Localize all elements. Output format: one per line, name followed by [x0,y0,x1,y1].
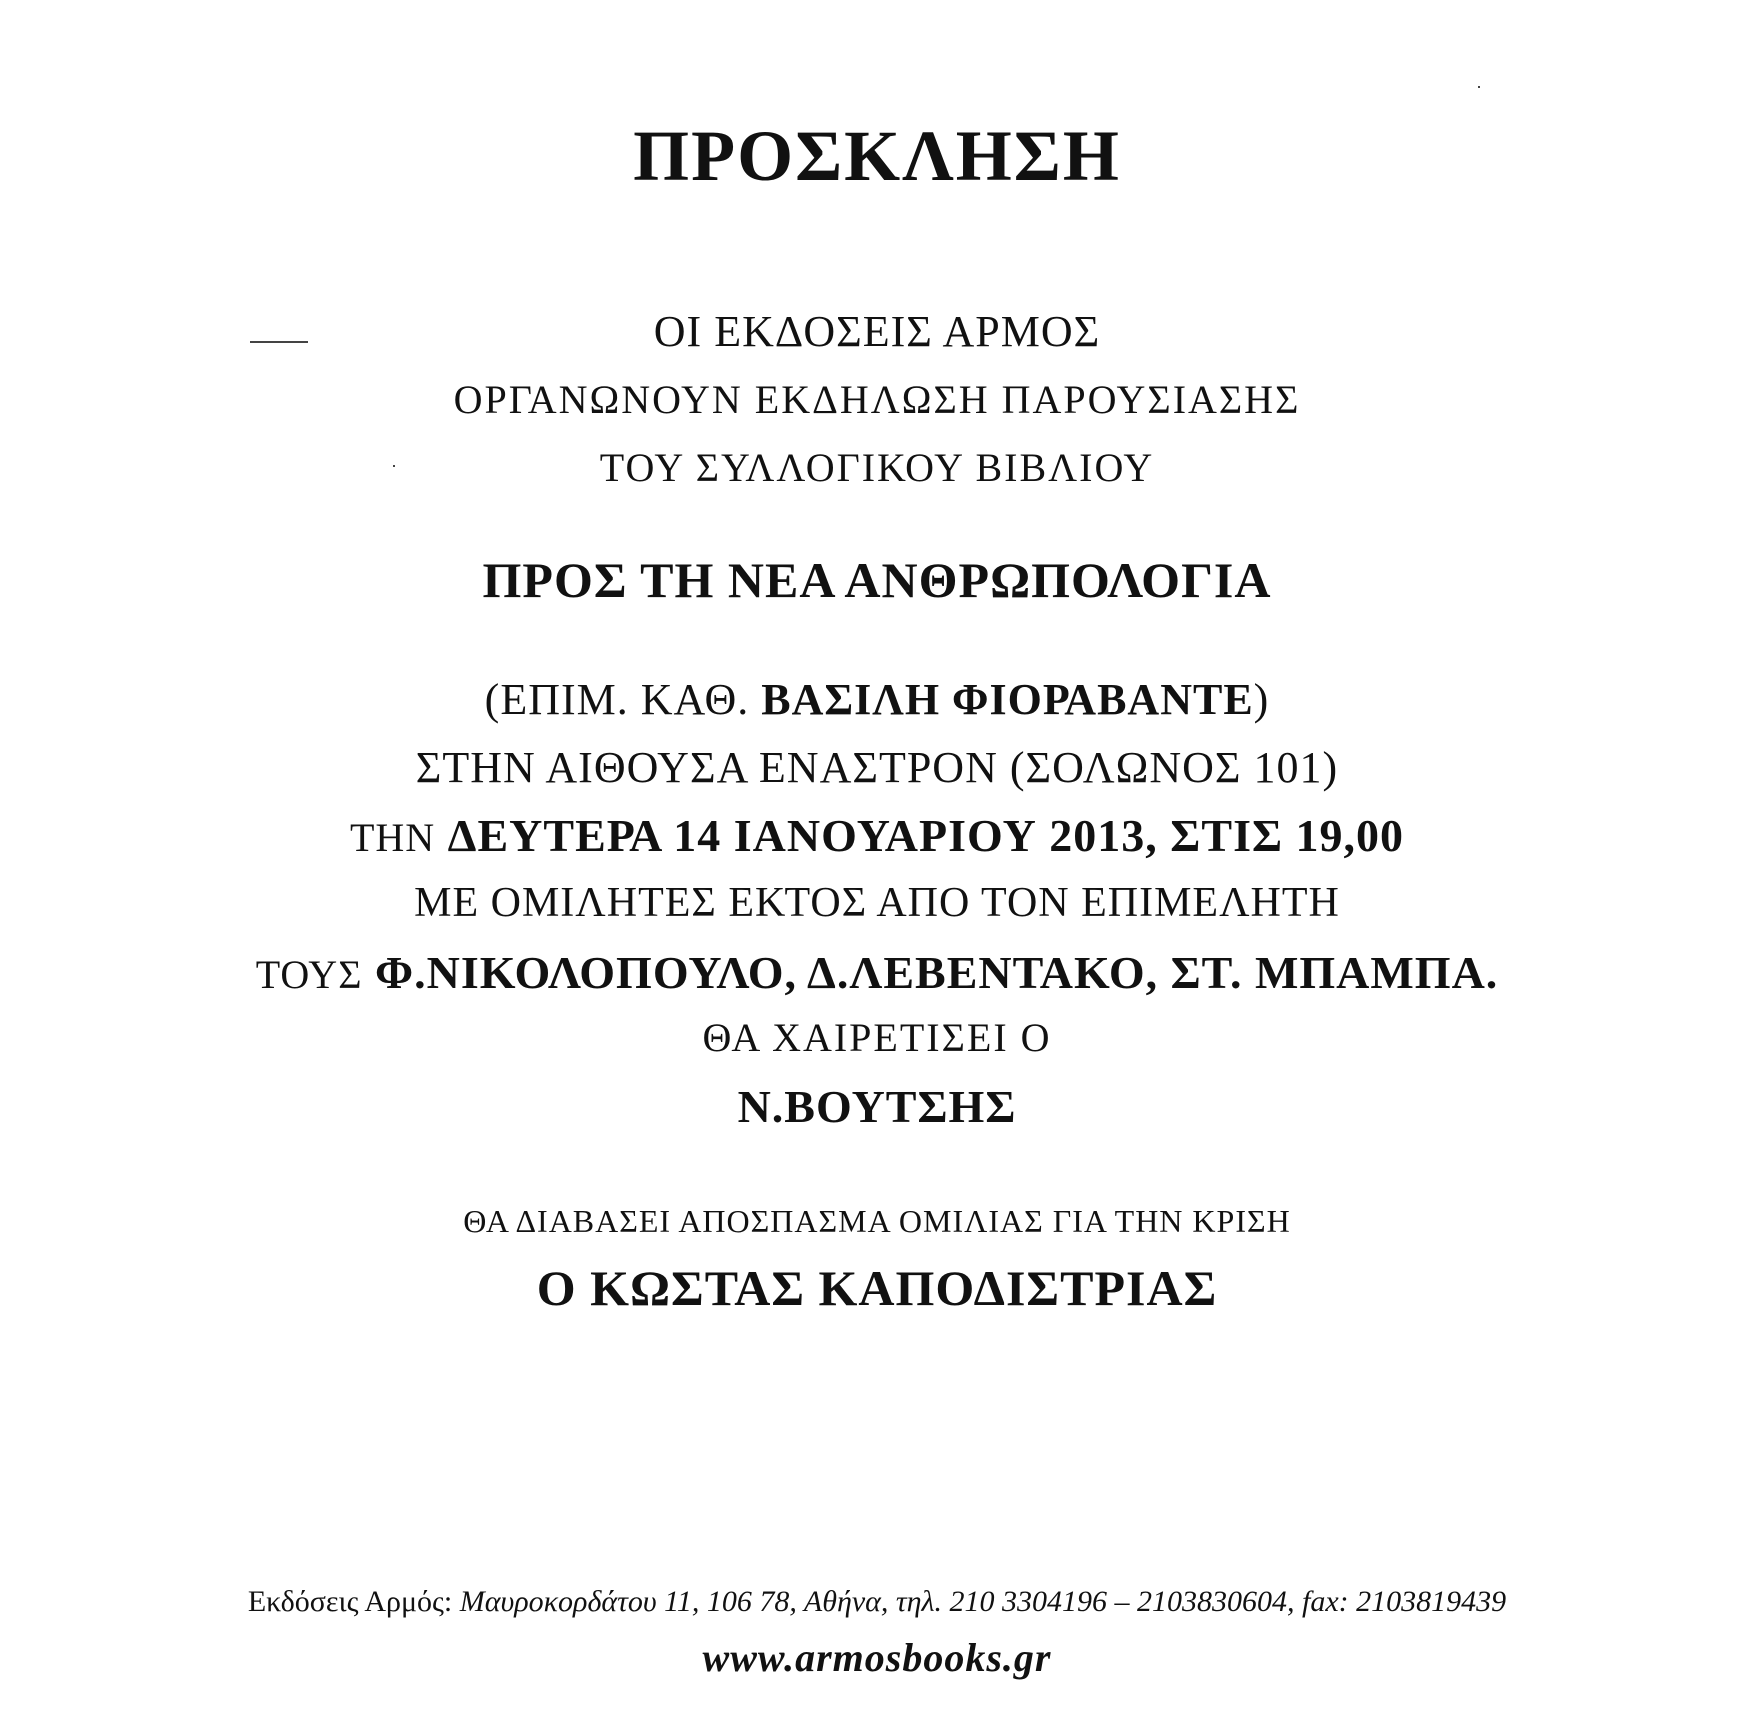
book-title: ΠΡΟΣ ΤΗ ΝΕΑ ΑΝΘΡΩΠΟΛΟΓΙΑ [482,552,1272,608]
greeting-line: ΘΑ ΧΑΙΡΕΤΙΣΕΙ Ο [702,1015,1052,1060]
greeting-name: Ν.ΒΟΥΤΣΗΣ [737,1081,1017,1132]
book-intro-line: ΤΟΥ ΣΥΛΛΟΓΙΚΟΥ ΒΙΒΛΙΟΥ [599,445,1155,490]
editor-suffix: ) [1253,675,1270,724]
organize-line: ΟΡΓΑΝΩΝΟΥΝ ΕΚΔΗΛΩΣΗ ΠΑΡΟΥΣΙΑΣΗΣ [453,377,1301,422]
date-line [0,810,1754,861]
reading-line: ΘΑ ΔΙΑΒΑΣΕΙ ΑΠΟΣΠΑΣΜΑ ΟΜΙΛΙΑΣ ΓΙΑ ΤΗΝ ΚΡΙΣΗ [463,1203,1291,1239]
speakers-intro: ΜΕ ΟΜΙΛΗΤΕΣ ΕΚΤΟΣ ΑΠΟ ΤΟΝ ΕΠΙΜΕΛΗΤΗ [414,880,1340,926]
invitation-title: ΠΡΟΣΚΛΗΣΗ [633,116,1121,196]
publisher-line: ΟΙ ΕΚΔΟΣΕΙΣ ΑΡΜΟΣ [653,307,1101,356]
reader-name: Ο ΚΩΣΤΑΣ ΚΑΠΟΔΙΣΤΡΙΑΣ [536,1260,1218,1316]
footer-website: www.armosbooks.gr [702,1635,1052,1680]
speakers-names: Φ.ΝΙΚΟΛΟΠΟΥΛΟ, Δ.ΛΕΒΕΝΤΑΚΟ, ΣΤ. ΜΠΑΜΠΑ. [374,947,1499,998]
date-prefix: ΤΗΝ [349,815,436,860]
date-main: ΔΕΥΤΕΡΑ 14 ΙΑΝΟΥΑΡΙΟΥ 2013, ΣΤΙΣ 19,00 [447,810,1405,861]
speakers-prefix: ΤΟΥΣ [255,952,363,997]
editor-prefix: (ΕΠΙΜ. ΚΑΘ. [484,675,750,724]
footer-address: Μαυροκορδάτου 11, 106 78, Αθήνα, τηλ. 210 3304196 – 2103830604, fax: 2103819439 [459,1585,1507,1618]
editor-line [0,675,1754,724]
editor-name: ΒΑΣΙΛΗ ΦΙΟΡΑΒΑΝΤΕ [761,675,1254,724]
footer-address-line [0,1587,1754,1617]
scan-speck [1478,86,1480,88]
speakers-line [0,947,1754,998]
footer-publisher-label: Εκδόσεις Αρμός: [247,1585,453,1618]
venue-line: ΣΤΗΝ ΑΙΘΟΥΣΑ ΕΝΑΣΤΡΟΝ (ΣΟΛΩΝΟΣ 101) [415,743,1339,792]
